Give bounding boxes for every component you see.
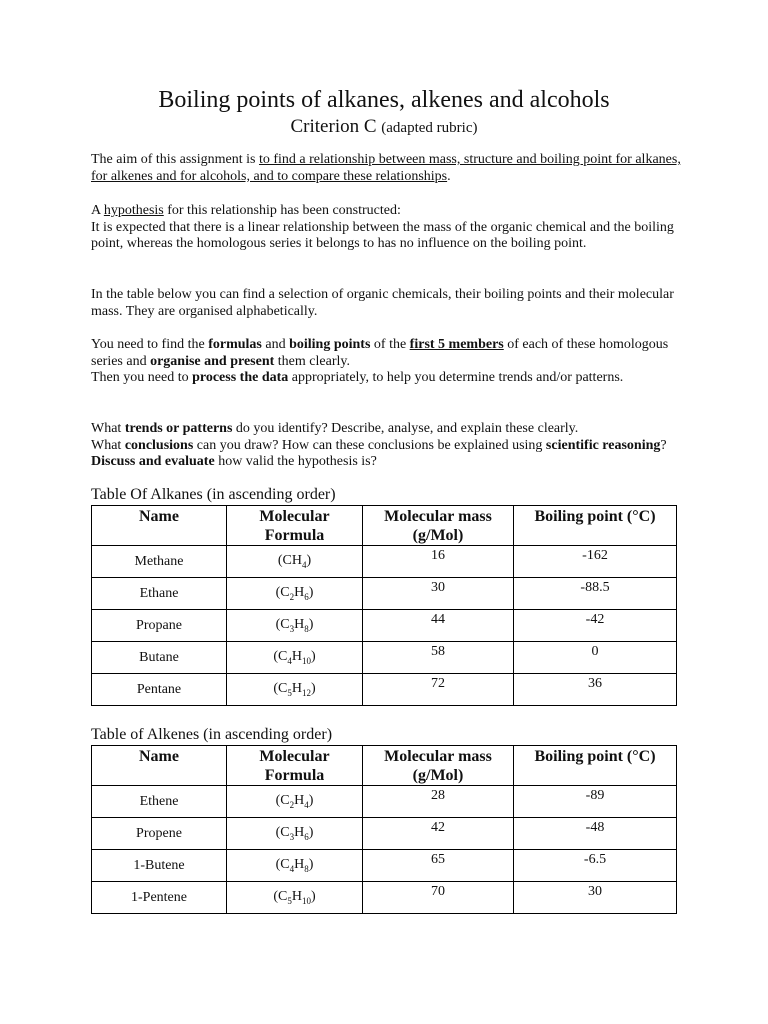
cell-boiling-point: 36 bbox=[514, 674, 677, 706]
question-text: can you draw? How can these conclusions be explained using bbox=[193, 437, 546, 453]
cell-name: Pentane bbox=[92, 674, 227, 706]
task-text: and bbox=[261, 337, 290, 352]
cell-boiling-point: 0 bbox=[514, 642, 677, 674]
cell-boiling-point: -88.5 bbox=[514, 578, 677, 610]
table-row bbox=[92, 882, 677, 914]
column-header-formula: Molecular Formula bbox=[227, 506, 363, 546]
cell-name: Ethane bbox=[92, 578, 227, 610]
formula-subscript: 3 bbox=[289, 831, 295, 842]
table-row bbox=[92, 674, 677, 706]
cell-mass: 65 bbox=[363, 850, 514, 882]
formula-subscript: 3 bbox=[289, 623, 295, 634]
cell-formula: $(C_2H_6)$ bbox=[227, 578, 363, 610]
cell-formula: $(C_5H_{12})$ bbox=[227, 674, 363, 706]
hypothesis-body: It is expected that there is a linear relationship between the mass of the organic chemical and the boiling point, whereas the homologous series it belongs to has no influence on the boiling point. bbox=[91, 219, 674, 252]
task-text: You need to find the bbox=[91, 337, 209, 352]
cell-name: 1-Butene bbox=[92, 850, 227, 882]
cell-mass: 72 bbox=[363, 674, 514, 706]
cell-formula: $(C_5H_{10})$ bbox=[227, 882, 363, 914]
formula-subscript: 5 bbox=[287, 895, 292, 906]
formula-subscript: 6 bbox=[304, 831, 309, 842]
questions-paragraph bbox=[91, 421, 681, 471]
table-row bbox=[92, 850, 677, 882]
task-bold-process: process the data bbox=[192, 370, 289, 386]
formula-subscript: 8 bbox=[304, 623, 309, 634]
task-text: appropriately, to help you determine trends and/or patterns. bbox=[288, 370, 624, 386]
cell-name: Butane bbox=[92, 642, 227, 674]
cell-mass: 44 bbox=[363, 610, 514, 642]
cell-mass: 42 bbox=[363, 818, 514, 850]
cell-formula: $(C_4H_{10})$ bbox=[227, 642, 363, 674]
task-text: Then you need to bbox=[91, 370, 193, 386]
aim-paragraph bbox=[91, 152, 681, 185]
table-row bbox=[92, 578, 677, 610]
alkanes-table bbox=[91, 505, 677, 706]
cell-boiling-point: -89 bbox=[514, 786, 677, 818]
column-header-mass: Molecular mass (g/Mol) bbox=[363, 506, 514, 546]
formula-subscript: 2 bbox=[289, 799, 295, 810]
hypothesis-paragraph bbox=[91, 203, 681, 253]
question-bold-conclusions: conclusions bbox=[124, 437, 194, 453]
cell-formula: $(C_2H_4)$ bbox=[227, 786, 363, 818]
alkenes-table bbox=[91, 745, 677, 914]
question-text: do you identify? Describe, analyse, and explain these clearly. bbox=[232, 421, 579, 436]
question-bold-scientific: scientific reasoning bbox=[545, 437, 661, 453]
table-row bbox=[92, 610, 677, 642]
formula-subscript: 4 bbox=[289, 863, 295, 874]
cell-mass: 70 bbox=[363, 882, 514, 914]
task-bold-formulas: formulas bbox=[208, 337, 262, 352]
formula-subscript: 4 bbox=[304, 799, 309, 810]
formula-subscript: 4 bbox=[287, 655, 292, 666]
task-bold-first5: first 5 members bbox=[409, 337, 504, 352]
table-row bbox=[92, 546, 677, 578]
cell-mass: 16 bbox=[363, 546, 514, 578]
cell-boiling-point: -48 bbox=[514, 818, 677, 850]
cell-name: Ethene bbox=[92, 786, 227, 818]
task-text: of each of these homologous series and bbox=[91, 337, 669, 369]
task-text: them clearly. bbox=[274, 353, 350, 369]
aim-text: The aim of this assignment is bbox=[91, 152, 259, 167]
table-row bbox=[92, 642, 677, 674]
cell-name: Propene bbox=[92, 818, 227, 850]
table-header-row bbox=[92, 506, 677, 546]
alkenes-table-caption: Table of Alkenes (in ascending order) bbox=[91, 726, 333, 743]
aim-underlined: to find a relationship between mass, structure and boiling point for alkanes, for alkenes and for alcohols, and to compare these relationships bbox=[91, 152, 681, 184]
cell-formula: $(CH_4)$ bbox=[227, 546, 363, 578]
formula-subscript: 5 bbox=[287, 687, 292, 698]
task-bold-organise: organise and present bbox=[150, 353, 275, 369]
table-row bbox=[92, 786, 677, 818]
formula-subscript: 6 bbox=[304, 591, 309, 602]
alkanes-table-caption: Table Of Alkanes (in ascending order) bbox=[91, 486, 336, 503]
subtitle-note: (adapted rubric) bbox=[381, 120, 478, 136]
formula-subscript: 10 bbox=[301, 655, 311, 666]
table-intro-paragraph: In the table below you can find a selection of organic chemicals, their boiling points and their molecular mass. They are organised alphabetically. bbox=[91, 287, 674, 319]
subtitle-main: Criterion C bbox=[290, 116, 377, 137]
column-header-name: Name bbox=[92, 746, 227, 786]
formula-subscript: 4 bbox=[301, 559, 307, 570]
column-header-name: Name bbox=[92, 506, 227, 546]
question-text: What bbox=[91, 421, 125, 436]
cell-mass: 28 bbox=[363, 786, 514, 818]
column-header-mass: Molecular mass (g/Mol) bbox=[363, 746, 514, 786]
cell-formula: $(C_3H_6)$ bbox=[227, 818, 363, 850]
cell-boiling-point: 30 bbox=[514, 882, 677, 914]
column-header-boiling-point: Boiling point (°C) bbox=[514, 746, 677, 786]
hypothesis-underlined: hypothesis bbox=[103, 203, 164, 218]
formula-subscript: 12 bbox=[301, 687, 311, 698]
cell-mass: 30 bbox=[363, 578, 514, 610]
task-text: of the bbox=[370, 337, 410, 352]
question-text: What bbox=[91, 437, 125, 453]
cell-mass: 58 bbox=[363, 642, 514, 674]
formula-subscript: 8 bbox=[304, 863, 309, 874]
hypothesis-prefix: A bbox=[91, 203, 104, 218]
cell-boiling-point: -6.5 bbox=[514, 850, 677, 882]
cell-boiling-point: -42 bbox=[514, 610, 677, 642]
formula-subscript: 2 bbox=[289, 591, 295, 602]
cell-formula: $(C_3H_8)$ bbox=[227, 610, 363, 642]
question-bold-discuss: Discuss and evaluate bbox=[91, 454, 215, 470]
table-header-row bbox=[92, 746, 677, 786]
question-text: how valid the hypothesis is? bbox=[214, 454, 377, 470]
cell-boiling-point: -162 bbox=[514, 546, 677, 578]
formula-subscript: 10 bbox=[301, 895, 311, 906]
cell-name: 1-Pentene bbox=[92, 882, 227, 914]
column-header-boiling-point: Boiling point (°C) bbox=[514, 506, 677, 546]
aim-suffix: . bbox=[447, 168, 451, 184]
column-header-formula: Molecular Formula bbox=[227, 746, 363, 786]
page-subtitle bbox=[0, 116, 768, 139]
cell-name: Methane bbox=[92, 546, 227, 578]
question-text: ? bbox=[660, 437, 667, 453]
task-paragraph bbox=[91, 337, 681, 387]
hypothesis-suffix: for this relationship has been constructed: bbox=[163, 203, 401, 218]
cell-formula: $(C_4H_8)$ bbox=[227, 850, 363, 882]
page-title: Boiling points of alkanes, alkenes and alcohols bbox=[158, 87, 610, 113]
question-bold-trends: trends or patterns bbox=[124, 421, 233, 436]
task-bold-boiling: boiling points bbox=[289, 337, 371, 352]
cell-name: Propane bbox=[92, 610, 227, 642]
table-row bbox=[92, 818, 677, 850]
